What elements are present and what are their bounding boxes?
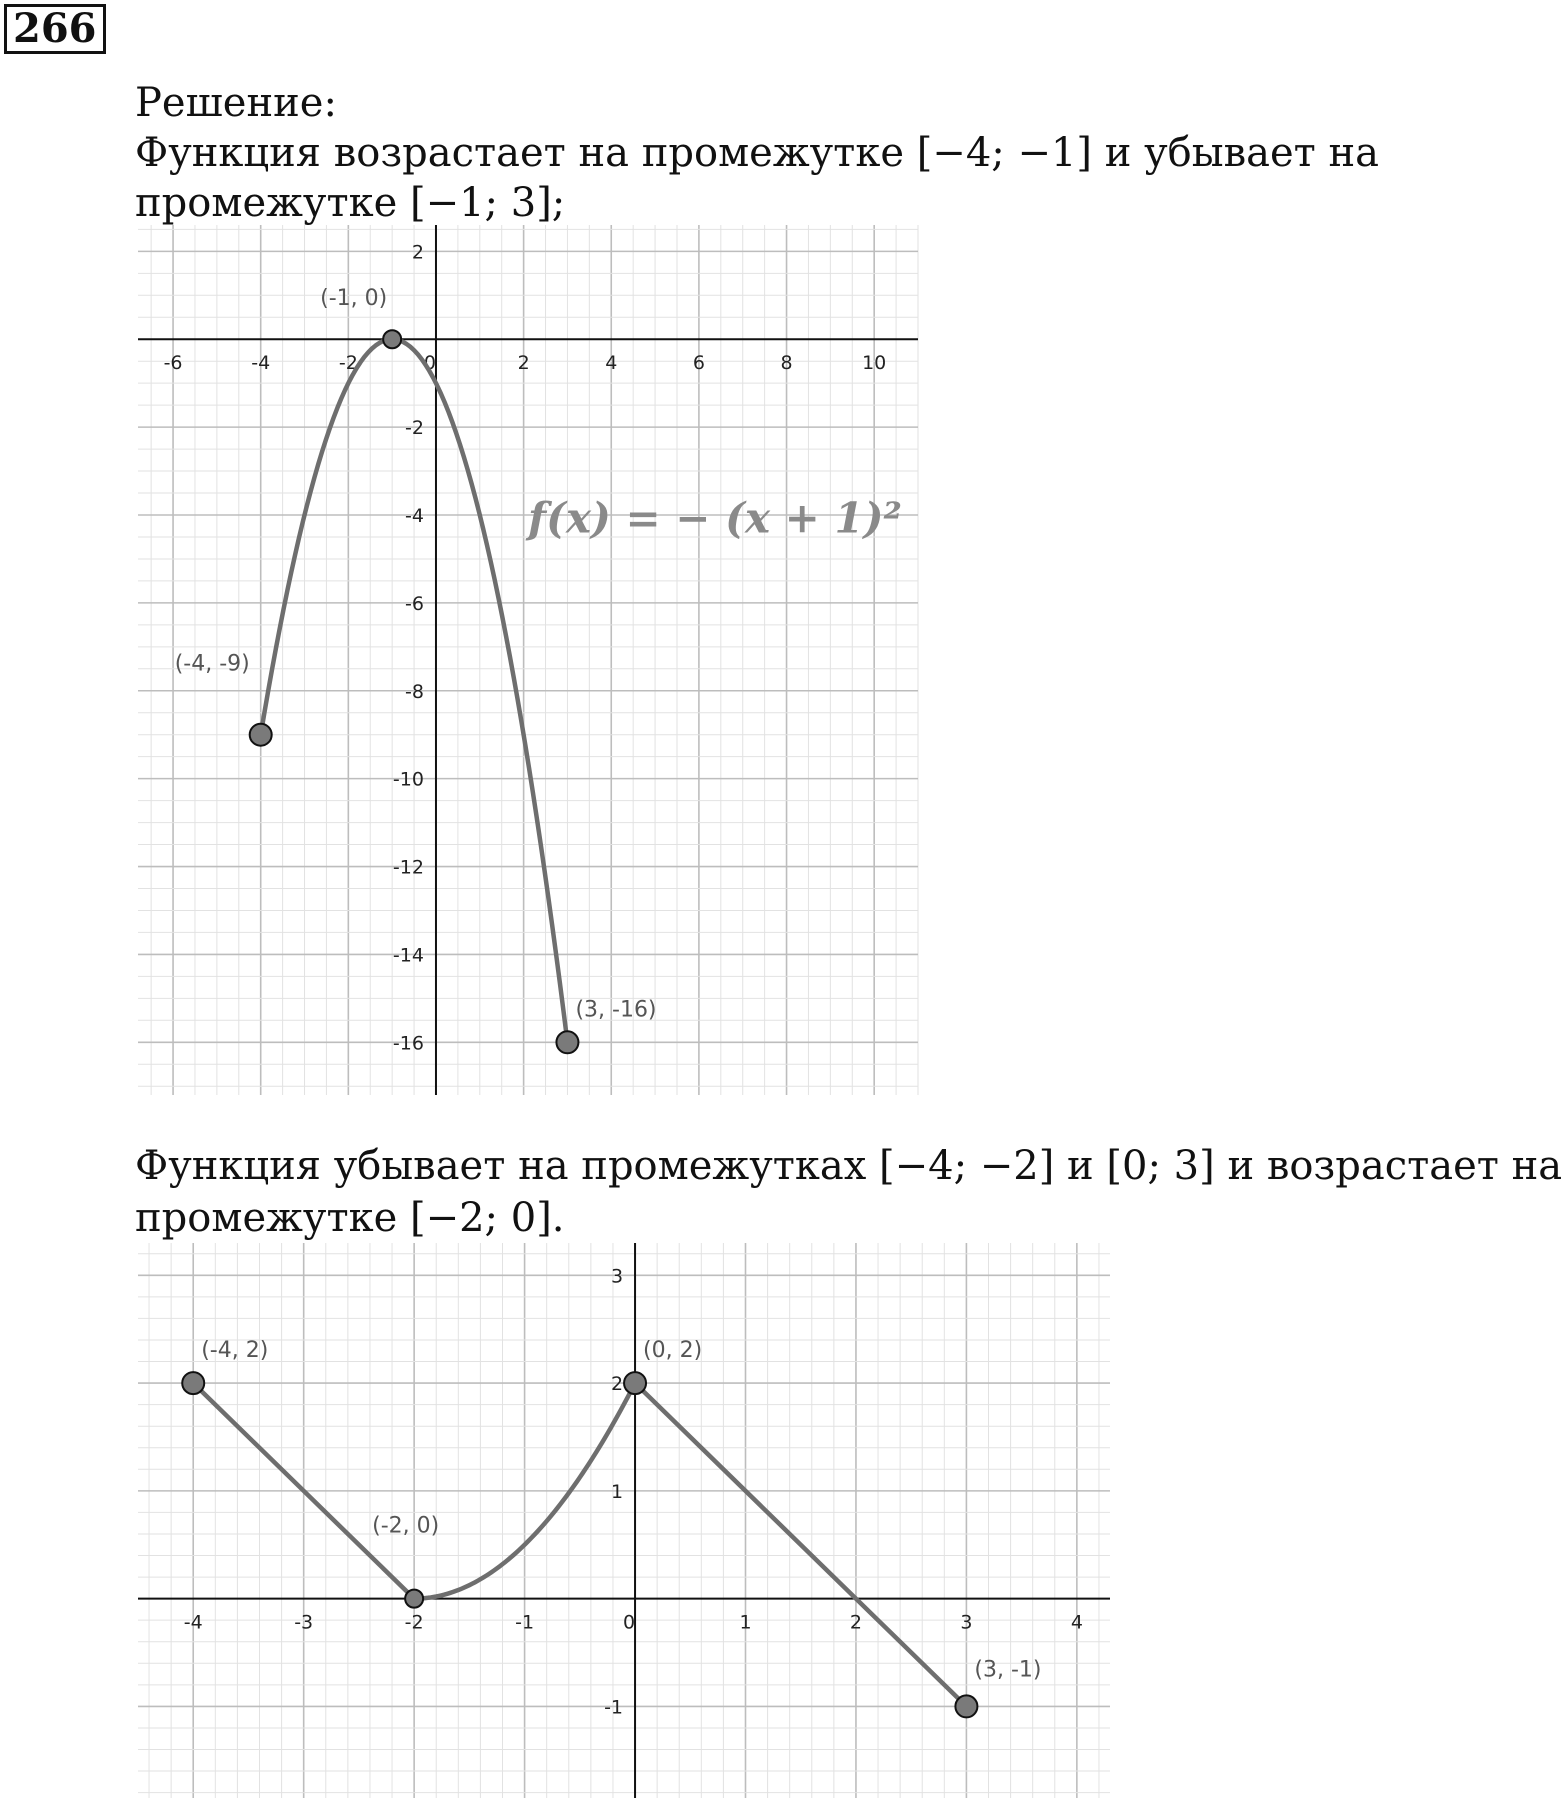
data-point xyxy=(383,330,401,348)
x-tick-label: -4 xyxy=(251,352,271,375)
series-line xyxy=(635,1383,966,1706)
text1-line1: Функция возрастает на промежутке [−4; −1] и убывает на xyxy=(135,130,1379,176)
data-point xyxy=(182,1372,204,1394)
x-tick-label: 4 xyxy=(605,352,618,375)
problem-number: 266 xyxy=(4,4,106,54)
text1-line2: промежутке [−1; 3]; xyxy=(135,180,566,226)
y-tick-label: -6 xyxy=(405,592,424,615)
y-tick-label: -10 xyxy=(392,768,424,791)
data-point xyxy=(250,724,272,746)
y-tick-label: -16 xyxy=(392,1032,424,1055)
x-tick-label: 6 xyxy=(692,352,705,375)
x-tick-label: 0 xyxy=(622,1611,636,1634)
chart-piecewise xyxy=(138,1243,1110,1798)
y-tick-label: 1 xyxy=(610,1480,624,1503)
x-tick-label: 2 xyxy=(517,352,530,375)
point-label: (-2, 0) xyxy=(372,1513,440,1539)
x-tick-label: -2 xyxy=(338,352,358,375)
x-tick-label: 10 xyxy=(862,352,887,375)
x-tick-label: 2 xyxy=(849,1611,863,1634)
y-tick-label: -12 xyxy=(392,856,424,879)
data-point xyxy=(556,1031,578,1053)
x-tick-label: 0 xyxy=(423,352,437,375)
data-point xyxy=(955,1695,977,1717)
point-label: (-1, 0) xyxy=(320,286,388,312)
x-tick-label: -2 xyxy=(404,1611,424,1634)
formula-label: f(x) = − (x + 1)² xyxy=(528,493,902,543)
x-tick-label: -3 xyxy=(294,1611,314,1634)
chart-parabola xyxy=(138,225,918,1095)
x-tick-label: -6 xyxy=(163,352,183,375)
point-label: (3, -1) xyxy=(974,1657,1042,1683)
y-tick-label: -1 xyxy=(604,1696,624,1719)
x-tick-label: -4 xyxy=(183,1611,203,1634)
point-label: (-4, 2) xyxy=(201,1338,269,1364)
y-tick-label: 2 xyxy=(610,1373,624,1396)
y-tick-label: -2 xyxy=(405,417,424,440)
y-tick-label: 3 xyxy=(610,1265,624,1288)
point-label: (3, -16) xyxy=(575,997,657,1023)
data-point xyxy=(405,1590,423,1608)
y-tick-label: -8 xyxy=(405,680,424,703)
x-tick-label: 1 xyxy=(739,1611,752,1634)
data-point xyxy=(624,1372,646,1394)
y-tick-label: 2 xyxy=(411,241,424,264)
y-tick-label: -4 xyxy=(405,505,424,527)
point-label: (-4, -9) xyxy=(174,651,250,677)
x-tick-label: -1 xyxy=(515,1611,535,1634)
x-tick-label: 8 xyxy=(780,352,793,375)
point-label: (0, 2) xyxy=(643,1338,703,1364)
x-tick-label: 4 xyxy=(1070,1611,1083,1634)
y-tick-label: -14 xyxy=(392,944,424,967)
solution-label: Решение: xyxy=(135,80,337,126)
text2-line1: Функция убывает на промежутках [−4; −2] и [0; 3] и возрастает на xyxy=(135,1143,1562,1189)
x-tick-label: 3 xyxy=(960,1611,973,1634)
text2-line2: промежутке [−2; 0]. xyxy=(135,1195,565,1241)
